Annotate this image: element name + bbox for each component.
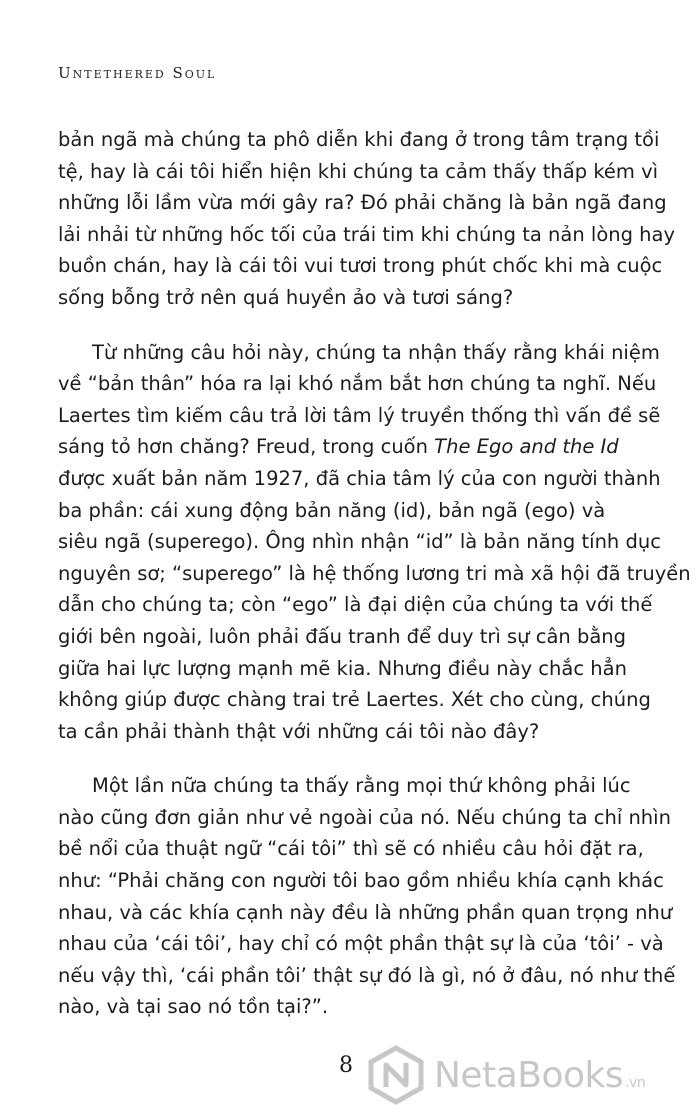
text-line: nếu vậy thì, ‘cái phần tôi’ thật sự đó là gì, nó ở đâu, nó như thế xyxy=(58,963,676,987)
page-number: 8 xyxy=(339,1053,353,1078)
watermark-text xyxy=(434,1055,645,1096)
text-line: được xuất bản năm 1927, đã chia tâm lý của con người thành xyxy=(58,466,661,490)
text-line: dẫn cho chúng ta; còn “ego” là đại diện của chúng ta với thế xyxy=(58,593,653,617)
text-line: nguyên sơ; “superego” là hệ thống lương tri mà xã hội đã truyền xyxy=(58,561,691,585)
text-line: nào, và tại sao nó tồn tại?”. xyxy=(58,995,329,1019)
text-line: giới bên ngoài, luôn phải đấu tranh để duy trì sự cân bằng xyxy=(58,624,627,648)
text-line: bề nổi của thuật ngữ “cái tôi” thì sẽ có nhiều câu hỏi đặt ra, xyxy=(58,837,644,861)
running-title: Untethered Soul xyxy=(58,64,217,82)
text-line: như: “Phải chăng con người tôi bao gồm nhiều khía cạnh khác xyxy=(58,869,664,893)
book-title: The Ego and the Id xyxy=(434,435,619,459)
text-line: về “bản thân” hóa ra lại khó nắm bắt hơn chúng ta nghĩ. Nếu xyxy=(58,372,657,396)
text-line: tệ, hay là cái tôi hiển hiện khi chúng ta cảm thấy thấp kém vì xyxy=(58,159,659,183)
text-line: ta cần phải thành thật với những cái tôi nào đây? xyxy=(58,719,540,743)
text-line: nhau, và các khía cạnh này đều là những phần quan trọng như xyxy=(58,900,673,924)
text-line: ba phần: cái xung động bản năng (id), bản ngã (ego) và xyxy=(58,498,606,522)
text-line: buồn chán, hay là cái tôi vui tươi trong phút chốc khi mà cuộc xyxy=(58,254,663,278)
paragraph-1 xyxy=(58,124,676,314)
text-line: không giúp được chàng trai trẻ Laertes. Xét cho cùng, chúng xyxy=(58,688,651,712)
page-body xyxy=(58,124,691,1046)
paragraph-3 xyxy=(58,770,676,1023)
running-header xyxy=(58,64,216,82)
text-line: Từ những câu hỏi này, chúng ta nhận thấy rằng khái niệm xyxy=(92,340,660,364)
text-line xyxy=(58,431,648,463)
watermark xyxy=(366,1040,696,1110)
text-line: nào cũng đơn giản như vẻ ngoài của nó. Nếu chúng ta chỉ nhìn xyxy=(58,805,671,829)
text-line: nhau của ‘cái tôi’, hay chỉ có một phần thật sự là của ‘tôi’ - và xyxy=(58,932,664,956)
watermark-brand: NetaBooks xyxy=(434,1054,624,1096)
text-line: lải nhải từ những hốc tối của trái tim khi chúng ta nản lòng hay xyxy=(58,222,676,246)
text-line: siêu ngã (superego). Ông nhìn nhận “id” là bản năng tính dục xyxy=(58,530,661,554)
netabooks-logo-icon xyxy=(366,1045,426,1105)
text-line-start: sáng tỏ hơn chăng? Freud, trong cuốn xyxy=(58,435,435,459)
watermark-suffix: .vn xyxy=(625,1074,646,1091)
text-line: những lỗi lầm vừa mới gây ra? Đó phải chăng là bản ngã đang xyxy=(58,191,667,215)
text-line: Một lần nữa chúng ta thấy rằng mọi thứ không phải lúc xyxy=(92,774,631,798)
text-line: giữa hai lực lượng mạnh mẽ kia. Nhưng điều này chắc hẳn xyxy=(58,656,627,680)
text-line: sống bỗng trở nên quá huyền ảo và tươi sáng? xyxy=(58,285,514,309)
text-line: bản ngã mà chúng ta phô diễn khi đang ở trong tâm trạng tồi xyxy=(58,128,660,151)
paragraph-2 xyxy=(58,337,691,748)
text-line: Laertes tìm kiếm câu trả lời tâm lý truyền thống thì vấn đề sẽ xyxy=(58,403,661,427)
